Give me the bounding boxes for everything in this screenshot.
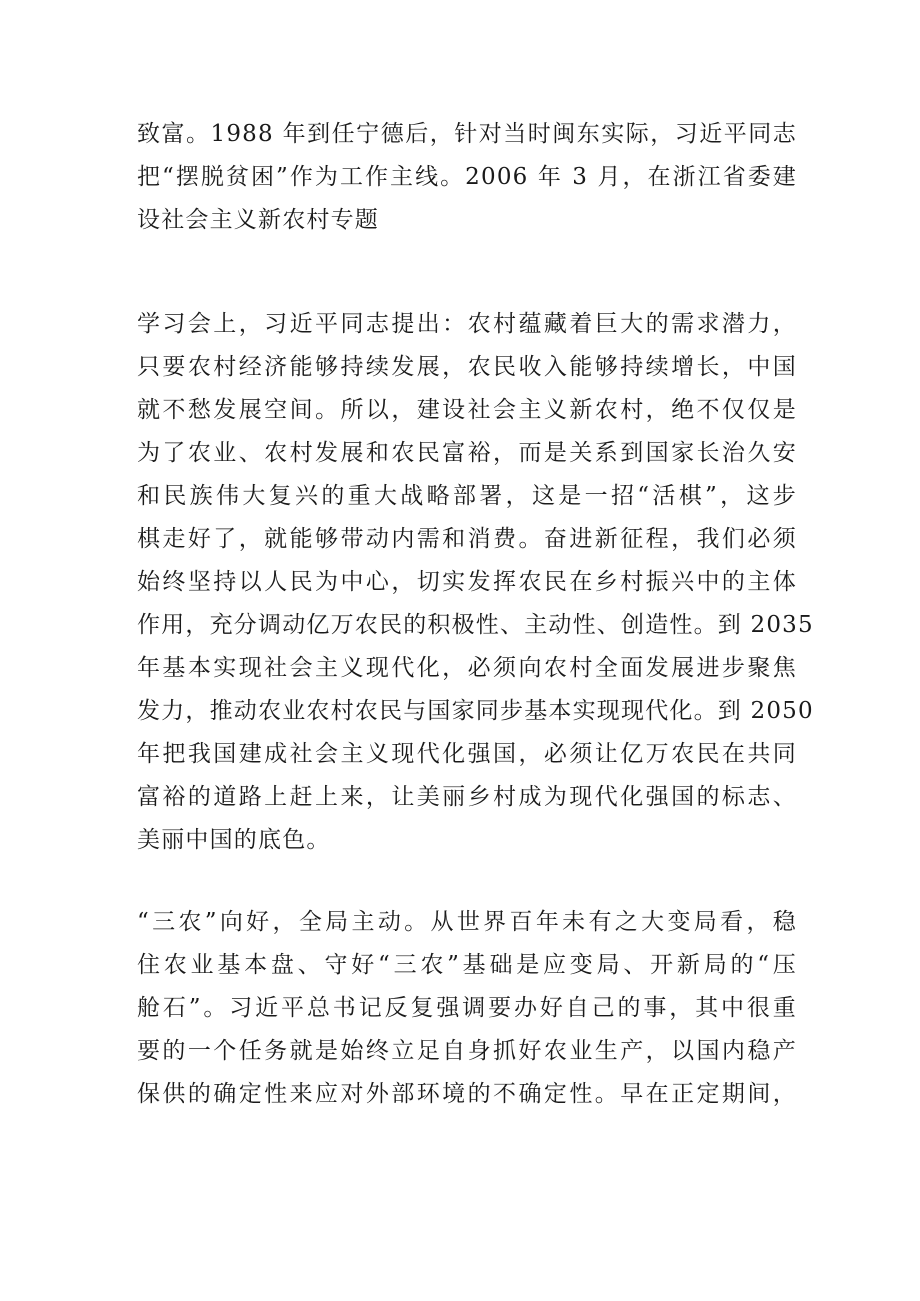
- text-line: 保供的确定性来应对外部环境的不确定性。早在正定期间，: [137, 1081, 797, 1107]
- text-line: 美丽中国的底色。: [137, 827, 331, 853]
- text-line: 致富。1988 年到任宁德后，针对当时闽东实际，习近平同志: [137, 121, 797, 147]
- text-line: 把“摆脱贫困”作为工作主线。2006 年 3 月，在浙江省委建: [137, 164, 797, 190]
- paragraph-2: [137, 303, 814, 862]
- text-line: 设社会主义新农村专题: [137, 207, 379, 233]
- text-line: 学习会上，习近平同志提出：农村蕴藏着巨大的需求潜力，: [137, 311, 797, 337]
- text-line: 和民族伟大复兴的重大战略部署，这是一招“活棋”，这步: [137, 483, 797, 509]
- text-line: “三农”向好，全局主动。从世界百年未有之大变局看，稳: [137, 909, 797, 935]
- text-line: 年把我国建成社会主义现代化强国，必须让亿万农民在共同: [137, 741, 797, 767]
- text-line: 为了农业、农村发展和农民富裕，而是关系到国家长治久安: [137, 440, 797, 466]
- text-line: 就不愁发展空间。所以，建设社会主义新农村，绝不仅仅是: [137, 397, 797, 423]
- text-line: 舱石”。习近平总书记反复强调要办好自己的事，其中很重: [137, 995, 797, 1021]
- paragraph-3: [137, 901, 797, 1116]
- text-line: 始终坚持以人民为中心，切实发挥农民在乡村振兴中的主体: [137, 569, 797, 595]
- text-line: 年基本实现社会主义现代化，必须向农村全面发展进步聚焦: [137, 655, 797, 681]
- text-line: 只要农村经济能够持续发展，农民收入能够持续增长，中国: [137, 354, 797, 380]
- text-line: 棋走好了，就能够带动内需和消费。奋进新征程，我们必须: [137, 526, 797, 552]
- text-line: 富裕的道路上赶上来，让美丽乡村成为现代化强国的标志、: [137, 784, 797, 810]
- text-line: 住农业基本盘、守好“三农”基础是应变局、开新局的“压: [137, 952, 797, 978]
- paragraph-1: [137, 113, 797, 242]
- text-line: 要的一个任务就是始终立足自身抓好农业生产，以国内稳产: [137, 1038, 797, 1064]
- text-line: 作用，充分调动亿万农民的积极性、主动性、创造性。到 2035: [137, 612, 814, 638]
- text-line: 发力，推动农业农村农民与国家同步基本实现现代化。到 2050: [137, 698, 814, 724]
